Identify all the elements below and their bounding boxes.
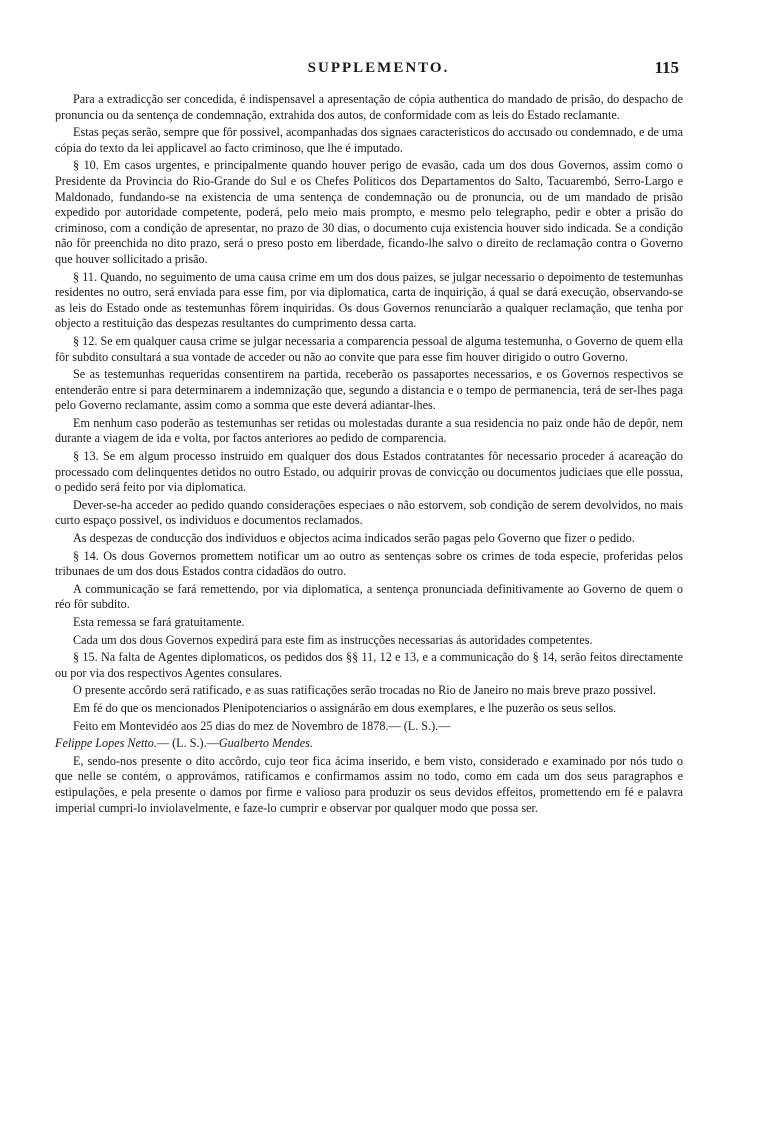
signature-line — [55, 736, 683, 752]
paragraph-section-10: § 10. Em casos urgentes, e principalmente quando houver perigo de evasão, cada um dos dous Governos, assim como o Presidente da Provincia do Rio-Grande do Sul e os Chefes Politicos dos Departamentos do Salto, Tacuarembó, Serro-Largo e Maldonado, fundando-se na existencia de uma sentença de condemnação ou de pronuncia, ou de um mandado de prisão expedido por autoridade competente, poderá, pelo meio mais prompto, e mesmo pelo telegrapho, pedir e obter a prisão do criminoso, com a condição de apresentar, no prazo de 30 dias, o documento cuja existencia houver sido indicada. Se a condição não fôr preenchida no dito prazo, será o preso posto em liberdade, ficando-lhe salvo o direito de reclamação contra o Governo que houver sollicitado a prisão. — [55, 158, 683, 266]
paragraph-section-15: § 15. Na falta de Agentes diplomaticos, os pedidos dos §§ 11, 12 e 13, e a communicação do § 14, serão feitos directamente ou por via dos respectivos Agentes consulares. — [55, 650, 683, 680]
closing-paragraph: E, sendo-nos presente o dito accôrdo, cujo teor fica ácima inserido, e bem visto, considerado e examinado por nós tudo o que nelle se contém, o approvámos, ratificamos e confirmamos assim no todo, como em cada um dos seus paragraphos e estipulações, e pela presente o damos por firme e valioso para produzir os seus devidos effeitos, promettendo em fé e palavra imperial cumpri-lo inviolavelmente, e faze-lo cumprir e observar por qualquer modo que possa ser. — [55, 753, 683, 815]
running-title: SUPPLEMENTO. — [307, 60, 450, 76]
paragraph: Dever-se-ha acceder ao pedido quando considerações especiaes o não estorvem, sob condição de serem devolvidos, no mais curto espaço possivel, os individuos e documentos reclamados. — [55, 497, 683, 528]
paragraph: Esta remessa se fará gratuitamente. — [73, 615, 245, 629]
page-header — [0, 60, 757, 84]
paragraph-section-13: § 13. Se em algum processo instruido em qualquer dos dous Estados contratantes fôr necessario proceder á acareação do processado com delinquentes detidos no outro Estado, ou adquirir provas de convicção ou documentos judiciaes que elle possua, o pedido será feito por via diplomatica. — [55, 449, 683, 495]
paragraph: Se as testemunhas requeridas consentirem na partida, receberão os passaportes necessarios, e os Governos respectivos se entenderão entre si para determinarem a indemnização que, segundo a distancia e o tempo de permanencia, terá de ser-lhes paga pelo Governo reclamante, assim como a somma que este deverá adiantar-lhes. — [55, 367, 683, 413]
paragraph: O presente accôrdo será ratificado, e as suas ratificações serão trocadas no Rio de Janeiro no mais breve prazo possivel. — [73, 683, 657, 698]
paragraph: Cada um dos dous Governos expedirá para este fim as instrucções necessarias ás autoridades competentes. — [73, 632, 593, 647]
signatory-1: Felippe Lopes Netto. — [55, 736, 157, 751]
signatory-2: Gualberto Mendes. — [218, 736, 313, 751]
paragraph-section-12: § 12. Se em qualquer causa crime se julgar necessaria a comparencia pessoal de alguma testemunha, o Governo de quem ella fôr subdito consultará a sua vontade de acceder ou não ao convite que para esse fim houver dirigido o outro Governo. — [55, 333, 683, 364]
paragraph-section-11: § 11. Quando, no seguimento de uma causa crime em um dos dous paizes, se julgar necessario o depoimento de testemunhas residentes no outro, será enviada para esse fim, por via diplomatica, carta de inquirição, á qual se dará execução, observando-se as leis do Estado onde as testemunhas fôrem inquiridas. Os dous Governos renunciarão a qualquer reclamação, que tenha por objecto a restituição das despezas resultantes do cumprimento dessa carta. — [55, 269, 683, 331]
paragraph: Para a extradicção ser concedida, é indispensavel a apresentação de cópia authentica do mandado de prisão, do despacho de pronuncia ou da sentença de condemnação, extrahida dos autos, de conformidade com as leis do Estado reclamante. — [55, 92, 683, 122]
paragraph: As despezas de conducção dos individuos e objectos acima indicados serão pagas pelo Governo que fizer o pedido. — [73, 531, 635, 546]
seal-mark: — (L. S.).— — [156, 736, 219, 751]
paragraph-section-14: § 14. Os dous Governos promettem notificar um ao outro as sentenças sobre os crimes de toda especie, proferidas pelos tribunaes de um dos dous Estados contra cidadãos do outro. — [55, 548, 683, 579]
paragraph: A communicação se fará remettendo, por via diplomatica, a sentença pronunciada definitivamente ao Governo de quem o réo fôr subdito. — [55, 581, 683, 612]
body-text — [55, 92, 683, 818]
paragraph: Em nenhum caso poderão as testemunhas ser retidas ou molestadas durante a sua residencia no paiz onde hão de depôr, nem durante a viagem de ida e volta, por factos anteriores ao pedido de comparencia. — [55, 415, 683, 446]
paragraph: Estas peças serão, sempre que fôr possivel, acompanhadas dos signaes caracteristicos do accusado ou condemnado, e de uma cópia do texto da lei applicavel ao facto criminoso, que lhe é imputado. — [55, 125, 683, 155]
paragraph: Em fé do que os mencionados Plenipotenciarios o assignárão em dous exemplares, e lhe puzerão os seus sellos. — [73, 700, 617, 715]
page-number: 115 — [654, 58, 679, 77]
paragraph-date-line: Feito em Montevidéo aos 25 dias do mez de Novembro de 1878.— (L. S.).— — [73, 718, 451, 733]
